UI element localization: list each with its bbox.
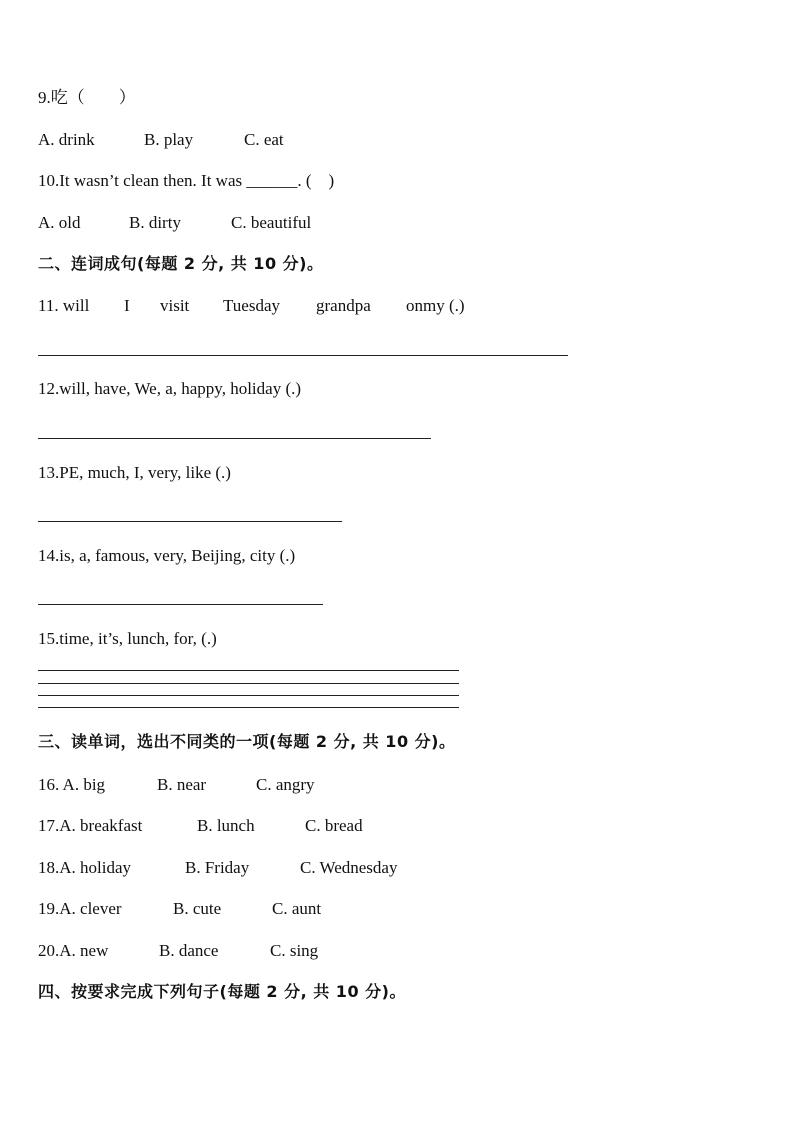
option-a[interactable]: A. drink — [38, 130, 95, 149]
option-a[interactable]: 16. A. big — [38, 775, 106, 794]
option-b[interactable]: B. lunch — [197, 816, 255, 835]
option-c[interactable]: C. sing — [270, 941, 319, 960]
section-3-heading: 三、读单词，选出不同类的一项(每题 2 分, 共 10 分)。 — [38, 732, 456, 751]
option-a[interactable]: 17.A. breakfast — [38, 816, 143, 835]
option-a[interactable]: 19.A. clever — [38, 899, 122, 918]
question-10-stem: 10.It wasn’t clean then. It was ______. ( ) — [38, 171, 335, 190]
answer-line[interactable] — [38, 670, 459, 671]
option-b[interactable]: B. Friday — [185, 858, 250, 877]
answer-line[interactable] — [38, 521, 342, 522]
option-c[interactable]: C. Wednesday — [300, 858, 398, 877]
option-b[interactable]: B. dirty — [129, 213, 181, 232]
word-tile: grandpa — [316, 296, 371, 315]
option-c[interactable]: C. eat — [244, 130, 284, 149]
option-b[interactable]: B. near — [157, 775, 207, 794]
answer-line[interactable] — [38, 707, 459, 708]
section-4-heading: 四、按要求完成下列句子(每题 2 分, 共 10 分)。 — [38, 982, 406, 1001]
option-a[interactable]: 18.A. holiday — [38, 858, 132, 877]
option-b[interactable]: B. cute — [173, 899, 222, 918]
answer-line[interactable] — [38, 604, 323, 605]
question-9-stem: 9.吃（ ） — [38, 88, 136, 107]
option-a[interactable]: 20.A. new — [38, 941, 109, 960]
option-b[interactable]: B. dance — [159, 941, 219, 960]
option-c[interactable]: C. bread — [305, 816, 363, 835]
word-tile: Tuesday — [223, 296, 280, 315]
word-tile: visit — [160, 296, 190, 315]
option-c[interactable]: C. beautiful — [231, 213, 312, 232]
question-11-number: 11. will — [38, 296, 90, 315]
question-13: 13.PE, much, I, very, like (.) — [38, 463, 231, 482]
answer-line[interactable] — [38, 695, 459, 696]
option-a[interactable]: A. old — [38, 213, 81, 232]
answer-line[interactable] — [38, 355, 568, 356]
section-2-heading: 二、连词成句(每题 2 分, 共 10 分)。 — [38, 254, 324, 273]
question-12: 12.will, have, We, a, happy, holiday (.) — [38, 379, 302, 398]
word-tile: I — [124, 296, 130, 315]
option-c[interactable]: C. angry — [256, 775, 315, 794]
answer-line[interactable] — [38, 683, 459, 684]
answer-line[interactable] — [38, 438, 431, 439]
question-15: 15.time, it’s, lunch, for, (.) — [38, 629, 217, 648]
word-tile: onmy (.) — [406, 296, 465, 315]
option-c[interactable]: C. aunt — [272, 899, 322, 918]
question-14: 14.is, a, famous, very, Beijing, city (.) — [38, 546, 296, 565]
option-b[interactable]: B. play — [144, 130, 194, 149]
